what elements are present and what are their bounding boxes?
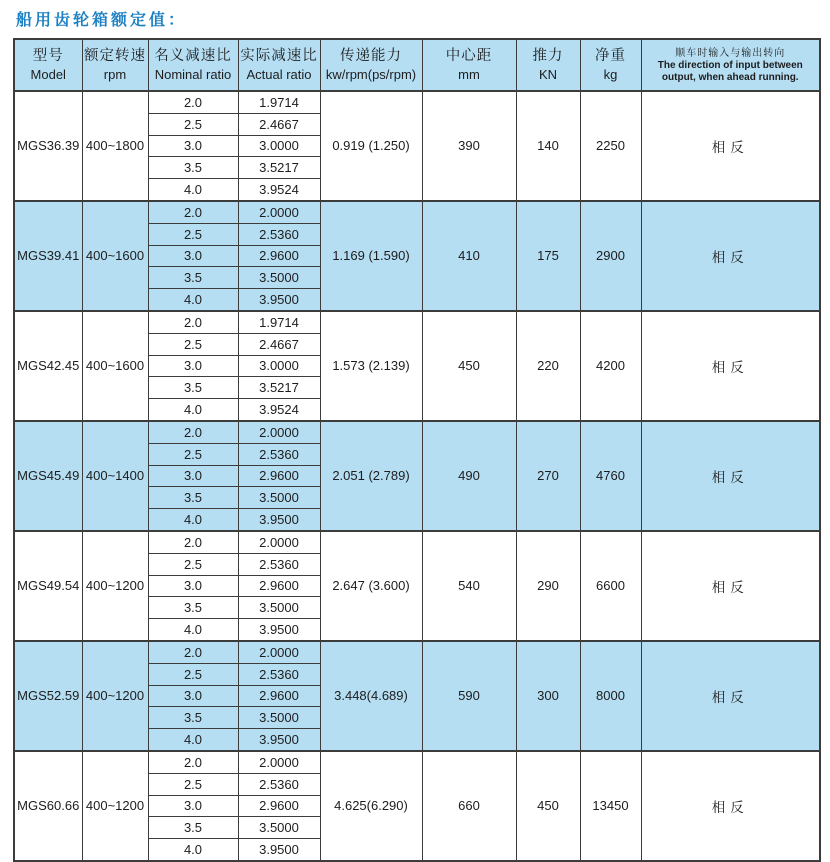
actual-ratio-cell: 3.9500 bbox=[238, 289, 320, 311]
gearbox-spec-table bbox=[13, 38, 821, 862]
nominal-ratio-cell: 3.5 bbox=[148, 597, 238, 619]
header-actual-ratio bbox=[238, 39, 320, 91]
net-weight-cell: 6600 bbox=[580, 531, 641, 641]
actual-ratio-cell: 3.5217 bbox=[238, 157, 320, 179]
nominal-ratio-cell: 2.0 bbox=[148, 751, 238, 773]
actual-ratio-cell: 2.5360 bbox=[238, 443, 320, 465]
model-cell: MGS45.49 bbox=[14, 421, 82, 531]
header-nominal-ratio bbox=[148, 39, 238, 91]
table-body bbox=[14, 91, 820, 861]
rated-speed-cell: 400~1600 bbox=[82, 311, 148, 421]
header-rated-speed bbox=[82, 39, 148, 91]
actual-ratio-cell: 2.0000 bbox=[238, 531, 320, 553]
nominal-ratio-cell: 4.0 bbox=[148, 289, 238, 311]
header-model-zh: 型号 bbox=[32, 48, 64, 64]
nominal-ratio-cell: 3.0 bbox=[148, 795, 238, 817]
ratio-row bbox=[14, 751, 820, 773]
header-net-weight-en: kg bbox=[603, 67, 618, 82]
model-cell: MGS36.39 bbox=[14, 91, 82, 201]
nominal-ratio-cell: 2.5 bbox=[148, 663, 238, 685]
header-capacity-zh: 传递能力 bbox=[340, 48, 402, 64]
net-weight-cell: 4760 bbox=[580, 421, 641, 531]
nominal-ratio-cell: 3.0 bbox=[148, 355, 238, 377]
nominal-ratio-cell: 4.0 bbox=[148, 399, 238, 421]
actual-ratio-cell: 2.9600 bbox=[238, 575, 320, 597]
actual-ratio-cell: 3.5217 bbox=[238, 377, 320, 399]
nominal-ratio-cell: 2.0 bbox=[148, 91, 238, 113]
header-rated-speed-en: rpm bbox=[103, 67, 127, 82]
header-center-distance-zh: 中心距 bbox=[445, 48, 493, 64]
header-net-weight bbox=[580, 39, 641, 91]
thrust-cell: 140 bbox=[516, 91, 580, 201]
header-model bbox=[14, 39, 82, 91]
nominal-ratio-cell: 2.0 bbox=[148, 531, 238, 553]
nominal-ratio-cell: 3.5 bbox=[148, 487, 238, 509]
header-capacity bbox=[320, 39, 422, 91]
header-thrust-en: KN bbox=[538, 67, 558, 82]
nominal-ratio-cell: 2.5 bbox=[148, 333, 238, 355]
model-cell: MGS42.45 bbox=[14, 311, 82, 421]
page-title: 船用齿轮箱额定值： bbox=[16, 10, 188, 29]
center-distance-cell: 590 bbox=[422, 641, 516, 751]
ratio-row bbox=[14, 641, 820, 663]
center-distance-cell: 390 bbox=[422, 91, 516, 201]
actual-ratio-cell: 2.0000 bbox=[238, 641, 320, 663]
nominal-ratio-cell: 3.5 bbox=[148, 817, 238, 839]
actual-ratio-cell: 3.9500 bbox=[238, 839, 320, 861]
actual-ratio-cell: 3.5000 bbox=[238, 597, 320, 619]
header-actual-ratio-zh: 实际减速比 bbox=[240, 48, 318, 64]
actual-ratio-cell: 2.9600 bbox=[238, 245, 320, 267]
nominal-ratio-cell: 3.5 bbox=[148, 157, 238, 179]
actual-ratio-cell: 3.9524 bbox=[238, 399, 320, 421]
actual-ratio-cell: 2.0000 bbox=[238, 201, 320, 223]
actual-ratio-cell: 2.0000 bbox=[238, 421, 320, 443]
nominal-ratio-cell: 2.0 bbox=[148, 421, 238, 443]
thrust-cell: 270 bbox=[516, 421, 580, 531]
nominal-ratio-cell: 2.5 bbox=[148, 553, 238, 575]
header-nominal-ratio-en: Nominal ratio bbox=[154, 67, 232, 82]
direction-cell: 相反 bbox=[641, 201, 820, 311]
actual-ratio-cell: 2.4667 bbox=[238, 333, 320, 355]
actual-ratio-cell: 3.0000 bbox=[238, 355, 320, 377]
rated-speed-cell: 400~1200 bbox=[82, 751, 148, 861]
header-net-weight-zh: 净重 bbox=[595, 48, 626, 64]
capacity-cell: 1.169 (1.590) bbox=[320, 201, 422, 311]
nominal-ratio-cell: 4.0 bbox=[148, 839, 238, 861]
capacity-cell: 0.919 (1.250) bbox=[320, 91, 422, 201]
header-actual-ratio-en: Actual ratio bbox=[246, 67, 312, 82]
header-model-en: Model bbox=[30, 67, 66, 82]
nominal-ratio-cell: 2.0 bbox=[148, 641, 238, 663]
nominal-ratio-cell: 2.5 bbox=[148, 223, 238, 245]
rated-speed-cell: 400~1400 bbox=[82, 421, 148, 531]
center-distance-cell: 540 bbox=[422, 531, 516, 641]
header-center-distance-en: mm bbox=[458, 67, 480, 82]
direction-cell: 相反 bbox=[641, 311, 820, 421]
center-distance-cell: 450 bbox=[422, 311, 516, 421]
ratio-row bbox=[14, 201, 820, 223]
actual-ratio-cell: 2.9600 bbox=[238, 465, 320, 487]
model-cell: MGS60.66 bbox=[14, 751, 82, 861]
rated-speed-cell: 400~1800 bbox=[82, 91, 148, 201]
header-nominal-ratio-zh: 名义减速比 bbox=[154, 48, 232, 64]
header-rated-speed-zh: 额定转速 bbox=[84, 48, 146, 64]
nominal-ratio-cell: 2.0 bbox=[148, 311, 238, 333]
model-cell: MGS52.59 bbox=[14, 641, 82, 751]
nominal-ratio-cell: 3.5 bbox=[148, 267, 238, 289]
actual-ratio-cell: 3.9524 bbox=[238, 179, 320, 201]
actual-ratio-cell: 3.5000 bbox=[238, 817, 320, 839]
center-distance-cell: 660 bbox=[422, 751, 516, 861]
direction-cell: 相反 bbox=[641, 751, 820, 861]
actual-ratio-cell: 2.9600 bbox=[238, 685, 320, 707]
actual-ratio-cell: 3.5000 bbox=[238, 267, 320, 289]
actual-ratio-cell: 3.5000 bbox=[238, 707, 320, 729]
nominal-ratio-cell: 2.0 bbox=[148, 201, 238, 223]
ratio-row bbox=[14, 91, 820, 113]
nominal-ratio-cell: 4.0 bbox=[148, 179, 238, 201]
table-header bbox=[14, 39, 820, 91]
actual-ratio-cell: 2.5360 bbox=[238, 553, 320, 575]
actual-ratio-cell: 3.9500 bbox=[238, 509, 320, 531]
nominal-ratio-cell: 3.5 bbox=[148, 377, 238, 399]
nominal-ratio-cell: 4.0 bbox=[148, 729, 238, 751]
actual-ratio-cell: 2.0000 bbox=[238, 751, 320, 773]
nominal-ratio-cell: 3.0 bbox=[148, 135, 238, 157]
header-capacity-en: kw/rpm(ps/rpm) bbox=[325, 67, 417, 82]
thrust-cell: 220 bbox=[516, 311, 580, 421]
direction-cell: 相反 bbox=[641, 91, 820, 201]
nominal-ratio-cell: 3.0 bbox=[148, 465, 238, 487]
ratio-row bbox=[14, 531, 820, 553]
ratio-row bbox=[14, 311, 820, 333]
nominal-ratio-cell: 4.0 bbox=[148, 619, 238, 641]
actual-ratio-cell: 2.5360 bbox=[238, 773, 320, 795]
thrust-cell: 300 bbox=[516, 641, 580, 751]
actual-ratio-cell: 3.9500 bbox=[238, 619, 320, 641]
actual-ratio-cell: 2.9600 bbox=[238, 795, 320, 817]
rated-speed-cell: 400~1200 bbox=[82, 641, 148, 751]
actual-ratio-cell: 2.5360 bbox=[238, 663, 320, 685]
header-direction-zh: 顺车时输入与输出转向 bbox=[675, 47, 786, 59]
actual-ratio-cell: 3.9500 bbox=[238, 729, 320, 751]
nominal-ratio-cell: 2.5 bbox=[148, 773, 238, 795]
nominal-ratio-cell: 3.0 bbox=[148, 245, 238, 267]
ratio-row bbox=[14, 421, 820, 443]
capacity-cell: 2.647 (3.600) bbox=[320, 531, 422, 641]
net-weight-cell: 2900 bbox=[580, 201, 641, 311]
actual-ratio-cell: 2.5360 bbox=[238, 223, 320, 245]
capacity-cell: 3.448(4.689) bbox=[320, 641, 422, 751]
thrust-cell: 290 bbox=[516, 531, 580, 641]
header-direction bbox=[641, 39, 820, 91]
capacity-cell: 1.573 (2.139) bbox=[320, 311, 422, 421]
header-center-distance bbox=[422, 39, 516, 91]
header-row bbox=[14, 39, 820, 91]
header-thrust bbox=[516, 39, 580, 91]
header-thrust-zh: 推力 bbox=[532, 48, 564, 64]
center-distance-cell: 410 bbox=[422, 201, 516, 311]
actual-ratio-cell: 1.9714 bbox=[238, 311, 320, 333]
nominal-ratio-cell: 2.5 bbox=[148, 113, 238, 135]
capacity-cell: 4.625(6.290) bbox=[320, 751, 422, 861]
net-weight-cell: 2250 bbox=[580, 91, 641, 201]
direction-cell: 相反 bbox=[641, 421, 820, 531]
thrust-cell: 450 bbox=[516, 751, 580, 861]
center-distance-cell: 490 bbox=[422, 421, 516, 531]
nominal-ratio-cell: 3.0 bbox=[148, 575, 238, 597]
nominal-ratio-cell: 2.5 bbox=[148, 443, 238, 465]
actual-ratio-cell: 3.0000 bbox=[238, 135, 320, 157]
net-weight-cell: 8000 bbox=[580, 641, 641, 751]
direction-cell: 相反 bbox=[641, 641, 820, 751]
rated-speed-cell: 400~1600 bbox=[82, 201, 148, 311]
actual-ratio-cell: 3.5000 bbox=[238, 487, 320, 509]
nominal-ratio-cell: 3.5 bbox=[148, 707, 238, 729]
model-cell: MGS49.54 bbox=[14, 531, 82, 641]
net-weight-cell: 4200 bbox=[580, 311, 641, 421]
net-weight-cell: 13450 bbox=[580, 751, 641, 861]
actual-ratio-cell: 2.4667 bbox=[238, 113, 320, 135]
direction-cell: 相反 bbox=[641, 531, 820, 641]
header-direction-en: The direction of input between output, when ahead running. bbox=[657, 59, 803, 83]
actual-ratio-cell: 1.9714 bbox=[238, 91, 320, 113]
model-cell: MGS39.41 bbox=[14, 201, 82, 311]
nominal-ratio-cell: 4.0 bbox=[148, 509, 238, 531]
capacity-cell: 2.051 (2.789) bbox=[320, 421, 422, 531]
nominal-ratio-cell: 3.0 bbox=[148, 685, 238, 707]
rated-speed-cell: 400~1200 bbox=[82, 531, 148, 641]
thrust-cell: 175 bbox=[516, 201, 580, 311]
